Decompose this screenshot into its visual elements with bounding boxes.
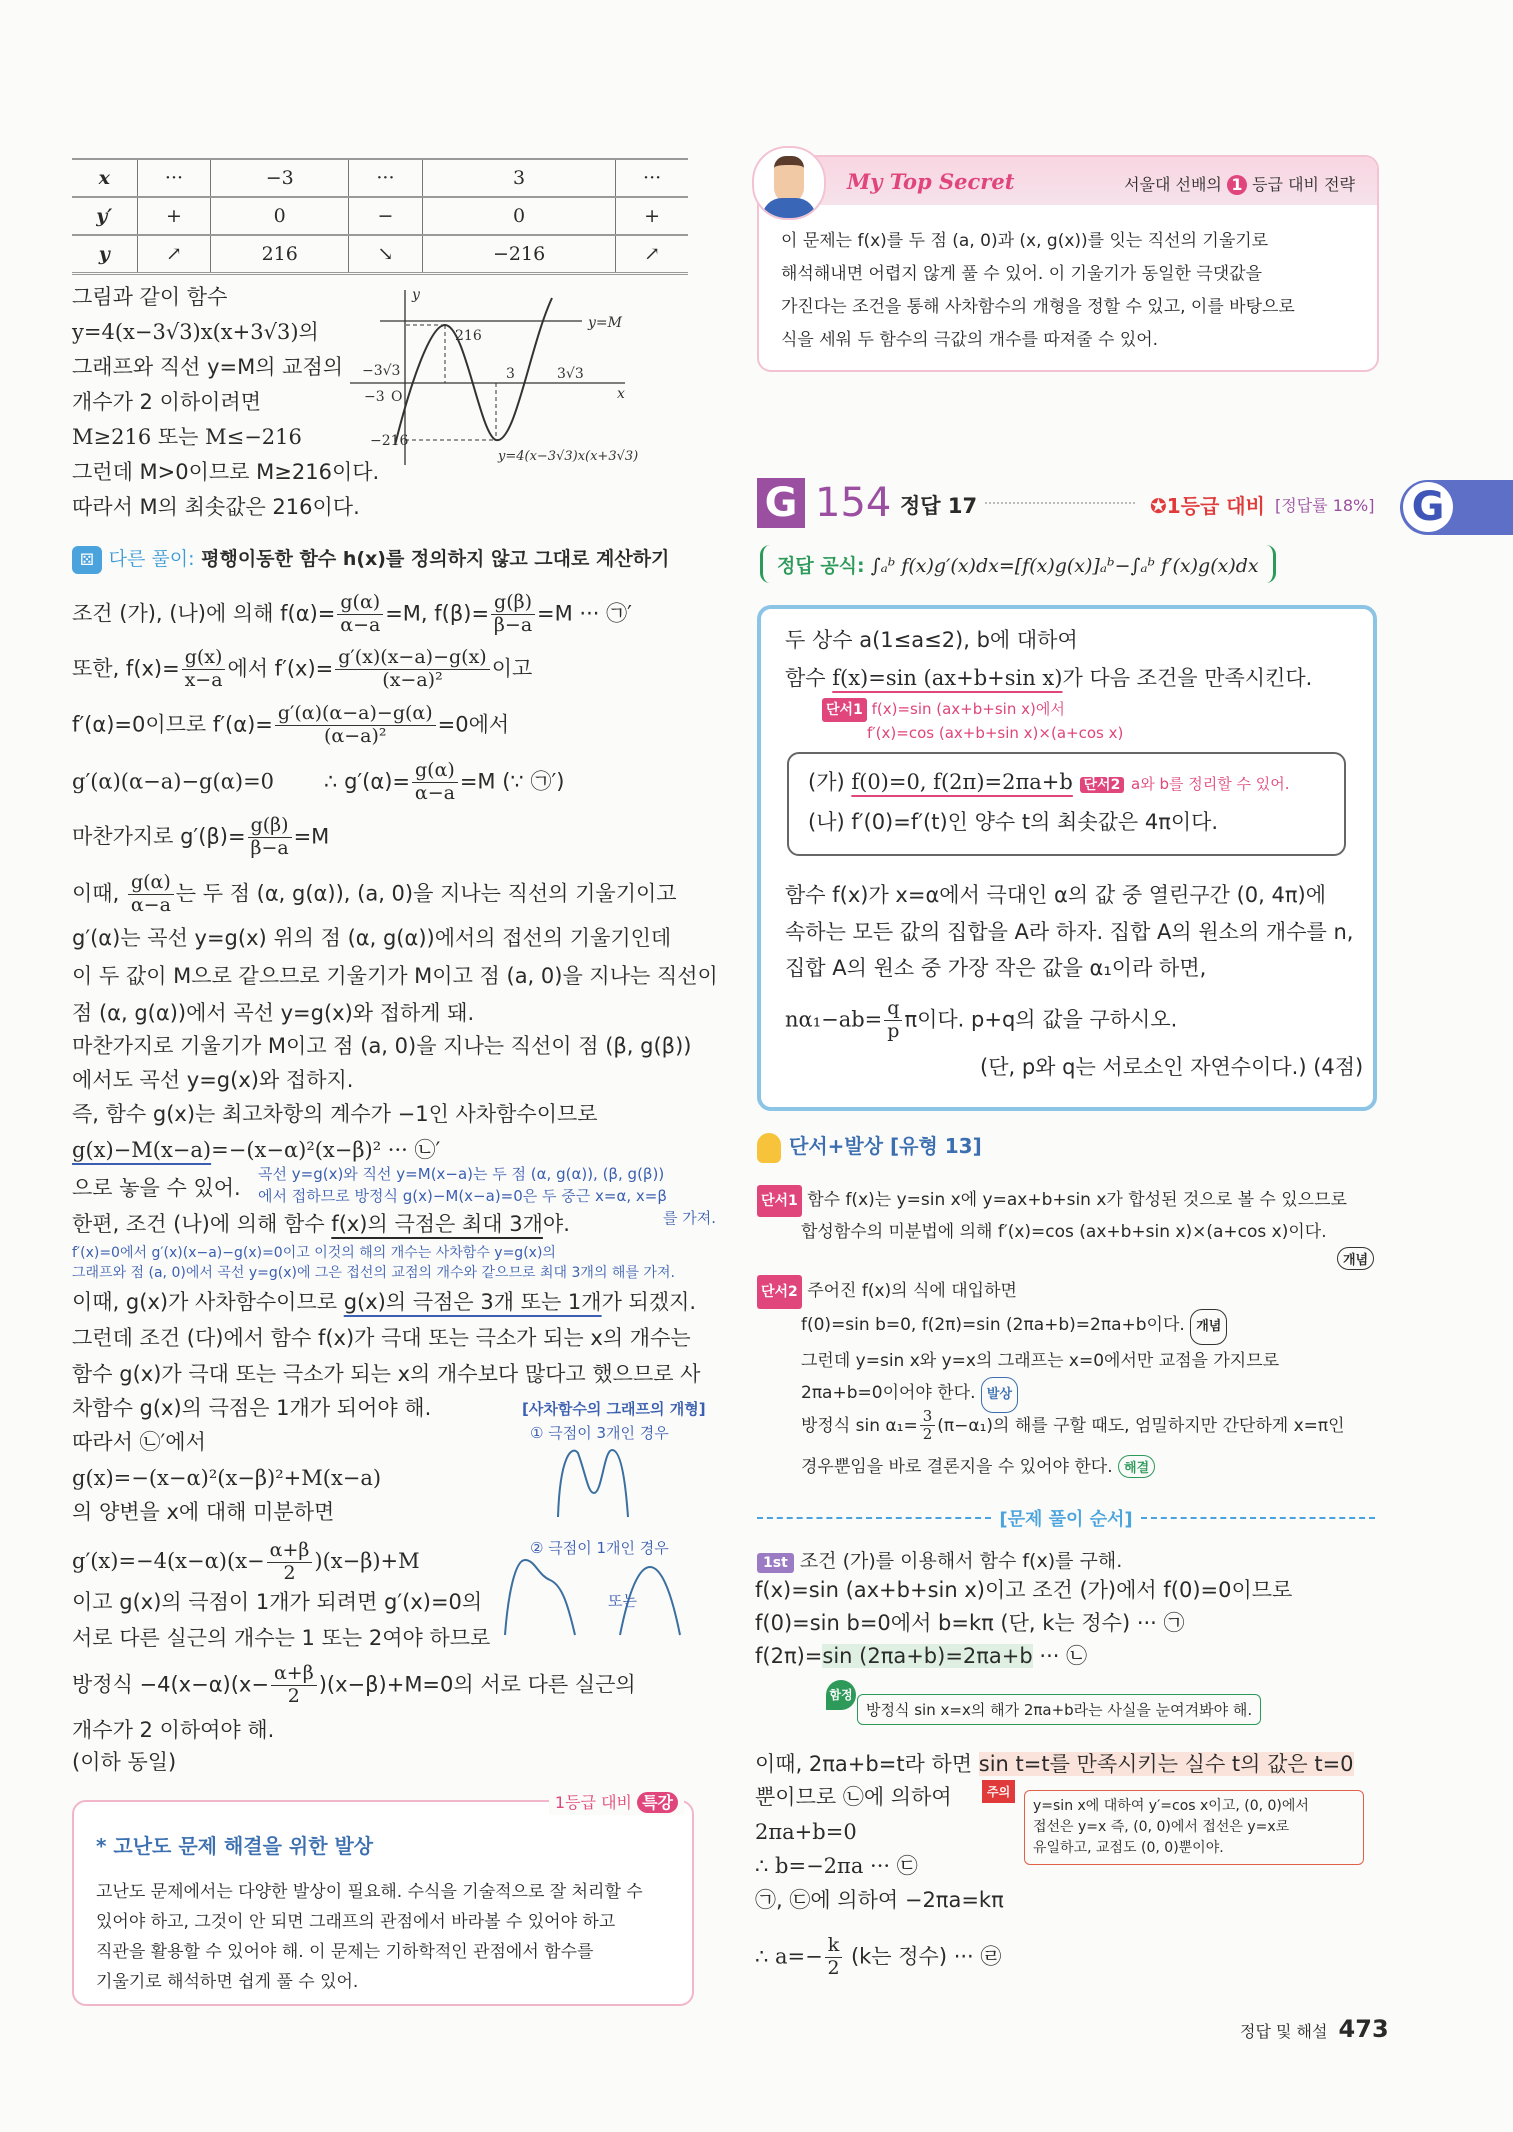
text-line: 이 두 값이 M으로 같으므로 기울기가 M이고 점 (a, 0)을 지나는 직선이 — [72, 964, 718, 988]
solution-order-divider — [757, 1505, 1375, 1531]
text-line — [72, 1292, 696, 1313]
text: 가 다음 조건을 만족시킨다. — [1062, 666, 1313, 690]
numerator: g′(α)(α−a)−g(α) — [275, 703, 436, 726]
table-cell: + — [616, 197, 688, 235]
min-label: −216 — [370, 433, 409, 449]
trap-note: 방정식 sin x=x의 해가 2πa+b라는 사실을 눈여겨봐야 해. — [857, 1694, 1261, 1725]
step-title: 조건 (가)를 이용해서 함수 f(x)를 구해. — [799, 1550, 1123, 1572]
clues-heading — [757, 1130, 982, 1163]
clue-note: a와 b를 정리할 수 있어. — [1131, 775, 1290, 793]
clue-line: f(0)=sin b=0, f(2π)=sin (2πa+b)=2πa+b이다. — [801, 1315, 1185, 1335]
highlighted-text: sin (2πa+b)=2πa+b — [822, 1644, 1033, 1668]
text-line: 즉, 함수 g(x)는 최고차항의 계수가 −1인 사차함수이므로 — [72, 1102, 598, 1126]
hint-badge — [549, 1788, 684, 1815]
fraction — [412, 760, 458, 805]
text: =M, f(β)= — [385, 601, 490, 626]
text: 경우뿐임을 바로 결론지을 수 있어야 한다. — [801, 1457, 1113, 1477]
text-line: 의 양변을 x에 대해 미분하면 — [72, 1500, 335, 1524]
text: 이때, — [72, 881, 126, 906]
text-line: 그런데 조건 (다)에서 함수 f(x)가 극대 또는 극소가 되는 x의 개수는 — [72, 1326, 691, 1350]
idea-badge: 발상 — [981, 1377, 1018, 1413]
text-line: g′(α)는 곡선 y=g(x) 위의 점 (α, g(α))에서의 접선의 기울기인데 — [72, 926, 672, 950]
fraction — [267, 1540, 313, 1585]
body-line: 이 문제는 f(x)를 두 점 (a, 0)과 (x, g(x))를 잇는 직선의 기울기로 — [781, 231, 1269, 251]
hint-line: 있어야 하고, 그것이 안 되면 그래프의 관점에서 바라볼 수 있어야 하고 — [96, 1912, 616, 1932]
clue-tag: 단서1 — [822, 698, 867, 722]
cubic-graph — [320, 285, 700, 475]
table-cell: ··· — [137, 159, 211, 197]
grade-number-badge: 1 — [1227, 175, 1247, 195]
fraction — [884, 998, 902, 1043]
hint-box — [72, 1793, 694, 2006]
equation-line — [72, 1140, 440, 1161]
alt-line-3 — [72, 703, 509, 748]
fraction — [271, 1663, 317, 1708]
numerator: g(x) — [182, 647, 226, 670]
text: (k는 정수) ··· ㉣ — [844, 1944, 1002, 1969]
body-line: 가진다는 조건을 통해 사차함수의 개형을 정할 수 있고, 이를 바탕으로 — [781, 297, 1295, 317]
denominator: β−a — [493, 613, 533, 636]
clue-line: 그런데 y=sin x와 y=x의 그래프는 x=0에서만 교점을 가지므로 — [801, 1351, 1280, 1371]
top-secret-subtitle — [1124, 172, 1355, 195]
fraction — [337, 592, 383, 637]
text: 는 두 점 (α, g(α)), (a, 0)을 지나는 직선의 기울기이고 — [175, 881, 677, 906]
clue-tag: 단서2 — [1080, 777, 1125, 793]
denominator: 2 — [827, 1956, 840, 1979]
clue-line: 함수 f(x)는 y=sin x에 y=ax+b+sin x가 합성된 것으로 볼 수 있으므로 — [807, 1190, 1347, 1210]
text: 등급 대비 전략 — [1252, 175, 1355, 194]
step-1-heading — [757, 1546, 1122, 1573]
alt-line-6 — [72, 872, 677, 917]
level-badge: ✪1등급 대비 — [1150, 494, 1265, 518]
fraction — [825, 1935, 843, 1980]
underlined-text: f(0)=0, f(2π)=2πa+b — [851, 770, 1073, 794]
side-tab-letter: G — [1403, 482, 1453, 532]
max-label: 216 — [455, 328, 482, 344]
text: =M ··· ㉠′ — [537, 601, 632, 626]
text: )(x−β)+M — [314, 1548, 420, 1573]
text: 조건 (가), (나)에 의해 f(α)= — [72, 601, 336, 626]
formula-label: 정답 공식: — [777, 555, 865, 577]
clue-1-note — [822, 698, 1123, 744]
neg-crit-label: −3 — [364, 389, 385, 405]
clue-1 — [757, 1185, 1347, 1247]
note-line: 접선은 y=x 즉, (0, 0)에서 접선은 y=x로 — [1033, 1819, 1290, 1835]
alt-line-5 — [72, 815, 329, 860]
neg-root-label: −3√3 — [362, 363, 401, 379]
solution-line: f(0)=sin b=0에서 b=kπ (단, k는 정수) ··· ㉠ — [755, 1611, 1185, 1635]
note-line: 를 가져. — [663, 1209, 717, 1227]
level-text: 1등급 대비 — [1166, 494, 1265, 518]
fraction — [491, 592, 535, 637]
text: 이때, g(x)가 사차함수이므로 — [72, 1290, 344, 1314]
section-badge: G — [757, 478, 805, 528]
table-row — [72, 197, 688, 235]
table-cell: ··· — [348, 159, 422, 197]
solution-line — [755, 1646, 1087, 1667]
problem-number: 154 — [815, 480, 892, 526]
pos-crit-label: 3 — [506, 366, 515, 382]
denominator: (x−a)² — [382, 668, 443, 691]
denominator: p — [887, 1019, 900, 1042]
table-cell: 0 — [211, 197, 349, 235]
text: 한편, 조건 (나)에 의해 함수 — [72, 1212, 332, 1236]
text: g′(x)=−4(x−α)(x− — [72, 1548, 265, 1573]
alt-solution-label: 다른 풀이: — [108, 548, 195, 570]
text: 서울대 선배의 — [1124, 175, 1222, 194]
problem-line: 함수 f(x)가 x=α에서 극대인 α의 값 중 열린구간 (0, 4π)에 — [785, 883, 1326, 907]
solution-line: f(x)=sin (ax+b+sin x)이고 조건 (가)에서 f(0)=0이므로 — [755, 1578, 1293, 1602]
body-line: 해석해내면 어렵지 않게 풀 수 있어. 이 기울기가 동일한 극댓값을 — [781, 264, 1263, 284]
curve-label: y=4(x−3√3)x(x+3√3) — [498, 449, 639, 464]
cubic-curve — [395, 298, 552, 445]
condition-b: (나) f′(0)=f′(t)인 양수 t의 최솟값은 4π이다. — [808, 810, 1219, 834]
numerator: g(α) — [412, 760, 458, 783]
body-line: 식을 세워 두 함수의 극값의 개수를 따져줄 수 있어. — [781, 330, 1159, 350]
text: (π−α₁)의 해를 구할 때도, 엄밀하지만 간단하게 x=π인 — [937, 1415, 1345, 1436]
highlighted-text: sin t=t를 만족시키는 실수 t의 값은 t=0 — [978, 1752, 1354, 1776]
text: 마찬가지로 g′(β)= — [72, 824, 246, 849]
problem-note: (단, p와 q는 서로소인 자연수이다.) (4점) — [980, 1055, 1364, 1079]
text: 가 되겠지. — [601, 1290, 697, 1314]
numerator: α+β — [267, 1540, 313, 1563]
fraction — [335, 647, 489, 692]
numerator: k — [825, 1935, 843, 1958]
underlined-text: f(x)=sin (ax+b+sin x) — [832, 666, 1063, 690]
text: 방정식 −4(x−α)(x− — [72, 1672, 269, 1697]
conditions-box — [787, 752, 1346, 856]
text: 함수 — [785, 666, 833, 690]
avatar — [752, 146, 826, 220]
dotted-leader — [985, 502, 1135, 504]
pos-root-label: 3√3 — [557, 366, 584, 382]
table-cell: 3 — [422, 159, 615, 197]
text: 야. — [542, 1212, 570, 1236]
problem-line: 집합 A의 원소 중 가장 작은 값을 α₁이라 하면, — [785, 956, 1207, 980]
fraction — [920, 1408, 936, 1444]
solution-line: 2πa+b=0 — [755, 1820, 857, 1844]
formula-bar — [760, 545, 1276, 583]
numerator: 3 — [920, 1408, 936, 1426]
one-extremum-curves — [500, 1555, 700, 1640]
problem-line: 속하는 모든 값의 집합을 A라 하자. 집합 A의 원소의 개수를 n, — [785, 920, 1354, 944]
text-line: 따라서 ㉡′에서 — [72, 1430, 206, 1454]
text: nα₁−ab= — [785, 1007, 883, 1032]
solution-line: 뿐이므로 ㉡에 의하여 — [755, 1785, 952, 1809]
three-extrema-curve — [550, 1445, 640, 1520]
top-secret-box — [757, 155, 1379, 372]
origin-label: O — [391, 389, 403, 405]
dice-icon: ⚄ — [72, 546, 102, 574]
problem-line — [785, 998, 1177, 1043]
clue-line: 주어진 f(x)의 식에 대입하면 — [807, 1281, 1017, 1301]
footer-label: 정답 및 해설 — [1240, 2022, 1328, 2041]
badge-text: 1등급 대비 — [554, 1793, 632, 1812]
alt-solution-title: 평행이동한 함수 h(x)를 정의하지 않고 그대로 계산하기 — [201, 548, 670, 570]
top-secret-title: My Top Secret — [847, 169, 1015, 194]
shape-case-1: ① 극점이 3개인 경우 — [530, 1424, 669, 1442]
text: g′(α)(α−a)−g(α)=0 — [72, 769, 275, 794]
text-line: 그림과 같이 함수 — [72, 285, 228, 309]
solution-line: ㉠, ㉢에 의하여 −2πa=kπ — [755, 1888, 1004, 1912]
top-secret-body — [781, 225, 1295, 357]
table-cell: y — [98, 243, 110, 265]
denominator: (α−a)² — [324, 724, 387, 747]
text-line: 점 (α, g(α))에서 곡선 y=g(x)와 접하게 돼. — [72, 1001, 475, 1025]
denominator: 2 — [287, 1684, 300, 1707]
text: 또한, f(x)= — [72, 656, 180, 681]
numerator: g(β) — [248, 815, 292, 838]
alt-line-1 — [72, 592, 632, 637]
denominator: α−a — [414, 781, 455, 804]
text: 에서 f′(x)= — [227, 656, 334, 681]
underlined-text: g(x)−M(x−a) — [72, 1138, 212, 1162]
alt-line-2 — [72, 647, 532, 692]
denominator: 2 — [922, 1425, 933, 1444]
table-cell: 216 — [211, 235, 349, 274]
text: 이고 — [491, 656, 533, 681]
numerator: g(α) — [337, 592, 383, 615]
solve-badge: 해결 — [1118, 1455, 1155, 1478]
denominator: α−a — [130, 893, 171, 916]
table-cell: ↗ — [137, 235, 211, 274]
text: =−(x−α)²(x−β)² ··· ㉡′ — [211, 1138, 441, 1162]
answer-label: 정답 17 — [900, 494, 978, 518]
text-line: M≥216 또는 M≤−216 — [72, 425, 302, 449]
clue-3 — [801, 1408, 1345, 1444]
text-line: 으로 놓을 수 있어. — [72, 1176, 241, 1200]
text-line: (이하 동일) — [72, 1750, 177, 1774]
fraction — [182, 647, 226, 692]
concept-badge: 개념 — [1190, 1309, 1227, 1345]
side-tab[interactable] — [1400, 480, 1513, 535]
table-cell: + — [137, 197, 211, 235]
numerator: g(β) — [491, 592, 535, 615]
fraction — [248, 815, 292, 860]
text: f′(α)=0이므로 f′(α)= — [72, 712, 273, 737]
problem-line: 두 상수 a(1≤a≤2), b에 대하여 — [785, 628, 1078, 652]
clue-4 — [801, 1452, 1155, 1478]
alt-solution-heading — [72, 544, 669, 574]
table-cell: y′ — [96, 205, 113, 227]
text-line: 개수가 2 이하여야 해. — [72, 1718, 275, 1742]
text: 이때, 2πa+b=t라 하면 — [755, 1752, 979, 1776]
denominator: x−a — [184, 668, 223, 691]
text-line: 그런데 M>0이므로 M≥216이다. — [72, 460, 380, 484]
lightbulb-icon — [757, 1133, 781, 1163]
table-cell: 0 — [422, 197, 615, 235]
line-label: y=M — [588, 315, 622, 331]
text-line: 개수가 2 이하이려면 — [72, 390, 261, 414]
table-header-row — [72, 159, 688, 197]
note-line: y=sin x에 대하여 y′=cos x이고, (0, 0)에서 — [1033, 1798, 1309, 1814]
table-cell: −216 — [422, 235, 615, 274]
text: )(x−β)+M=0의 서로 다른 실근의 — [318, 1672, 636, 1697]
text: ∴ a=− — [755, 1944, 823, 1969]
denominator: 2 — [283, 1561, 296, 1584]
text-line: 마찬가지로 기울기가 M이고 점 (a, 0)을 지나는 직선이 점 (β, g(β)) — [72, 1034, 692, 1058]
solution-line: ∴ b=−2πa ··· ㉢ — [755, 1854, 918, 1878]
text-line: g(x)=−(x−α)²(x−β)²+M(x−a) — [72, 1466, 382, 1490]
table-row — [72, 235, 688, 274]
numerator: g(α) — [128, 872, 174, 895]
hint-line: 직관을 활용할 수 있어야 해. 이 문제는 기하학적인 관점에서 함수를 — [96, 1942, 594, 1962]
trap-tag: 함정 — [826, 1680, 856, 1710]
page-number: 473 — [1338, 2015, 1389, 2043]
note-line: 에서 접하므로 방정식 g(x)−M(x−a)=0은 두 중근 x=α, x=β — [258, 1187, 667, 1205]
shape-case-2: ② 극점이 1개인 경우 — [530, 1539, 669, 1557]
table-cell: −3 — [211, 159, 349, 197]
text-line: 이고 g(x)의 극점이 1개가 되려면 g′(x)=0의 — [72, 1590, 483, 1614]
concept-badge: 개념 — [1337, 1247, 1374, 1270]
underlined-text: g(x)의 극점은 3개 또는 1개 — [343, 1290, 602, 1314]
text-line: 함수 g(x)가 극대 또는 극소가 되는 x의 개수보다 많다고 했으므로 사 — [72, 1362, 701, 1386]
variation-table — [72, 158, 688, 275]
text: π이다. p+q의 값을 구하시오. — [904, 1007, 1178, 1032]
x-axis-label: x — [617, 386, 625, 402]
formula: ∫ₐᵇ f(x)g′(x)dx=[f(x)g(x)]ₐᵇ−∫ₐᵇ f′(x)g(x)dx — [870, 555, 1259, 577]
text: ∴ g′(α)= — [324, 769, 410, 794]
numerator: q — [884, 998, 902, 1021]
table-cell: ↗ — [616, 235, 688, 274]
text-line: 서로 다른 실근의 개수는 1 또는 2여야 하므로 — [72, 1626, 491, 1650]
hint-line: 기울기로 해석하면 쉽게 풀 수 있어. — [96, 1972, 359, 1992]
note-line: f(x)=sin (ax+b+sin x)에서 — [871, 700, 1065, 718]
clue-2 — [757, 1275, 1279, 1413]
correct-rate: [정답률 18%] — [1275, 496, 1375, 515]
table-cell: ··· — [616, 159, 688, 197]
warning-tag: 주의 — [982, 1780, 1015, 1803]
derivative-line — [72, 1540, 420, 1585]
text-line: 에서도 곡선 y=g(x)와 접하지. — [72, 1068, 354, 1092]
clue-line: 합성함수의 미분법에 의해 f′(x)=cos (ax+b+sin x)×(a+cos x)이다. — [801, 1222, 1327, 1242]
text: =M (∵ ㉠′) — [459, 769, 565, 794]
text-line: y=4(x−3√3)x(x+3√3)의 — [72, 320, 319, 344]
annotation-note — [72, 1243, 675, 1283]
note-line: 그래프와 점 (a, 0)에서 곡선 y=g(x)에 그은 접선의 교점의 개수와 같으므로 최대 3개의 해를 가져. — [72, 1265, 675, 1281]
solution-line — [755, 1935, 1001, 1980]
or-label: 또는 — [608, 1592, 637, 1610]
y-axis-label: y — [412, 287, 420, 303]
special-badge: 특강 — [637, 1792, 678, 1813]
solution-line — [755, 1754, 1354, 1775]
warning-note — [1024, 1790, 1364, 1865]
problem-line — [785, 668, 1312, 689]
hint-line: 고난도 문제에서는 다양한 발상이 필요해. 수식을 기술적으로 잘 처리할 수 — [96, 1882, 643, 1902]
text: (가) — [808, 770, 852, 794]
note-line: 유일하고, 교점도 (0, 0)뿐이야. — [1033, 1840, 1224, 1856]
text: ··· ㉡ — [1032, 1644, 1088, 1668]
text-line: 그래프와 직선 y=M의 교점의 — [72, 355, 344, 379]
table-cell: − — [348, 197, 422, 235]
condition-a — [808, 772, 1289, 793]
alt-line-4 — [72, 760, 564, 805]
text: 방정식 sin α₁= — [801, 1415, 918, 1436]
page-footer — [1240, 2015, 1389, 2043]
text: f(2π)= — [755, 1644, 823, 1668]
fraction — [275, 703, 436, 748]
table-cell: ↘ — [348, 235, 422, 274]
note-line: 곡선 y=g(x)와 직선 y=M(x−a)는 두 점 (α, g(α)), (β, g(β)) — [258, 1165, 665, 1183]
underlined-text: f(x)의 극점은 최대 3개 — [331, 1212, 543, 1236]
note-line: f′(x)=0에서 g′(x)(x−a)−g(x)=0이고 이것의 해의 개수는 사차함수 y=g(x)의 — [72, 1245, 556, 1261]
table-cell: x — [98, 167, 110, 189]
clue-tag: 단서2 — [757, 1275, 802, 1309]
fraction — [128, 872, 174, 917]
denominator: β−a — [250, 836, 289, 859]
equation-line — [72, 1663, 636, 1708]
clues-title: 단서+발상 [유형 13] — [789, 1134, 982, 1158]
hint-body — [96, 1877, 643, 1997]
step-tag: 1st — [757, 1553, 794, 1573]
hint-title: * 고난도 문제 해결을 위한 발상 — [96, 1834, 374, 1858]
numerator: g′(x)(x−a)−g(x) — [335, 647, 489, 670]
numerator: α+β — [271, 1663, 317, 1686]
clue-tag: 단서1 — [757, 1185, 802, 1217]
text: =M — [293, 824, 330, 849]
text-line: 차함수 g(x)의 극점은 1개가 되어야 해. — [72, 1396, 432, 1420]
shapes-title: [사차함수의 그래프의 개형] — [522, 1400, 706, 1418]
divider-label: [문제 풀이 순서] — [999, 1509, 1133, 1530]
text-line — [72, 1214, 570, 1235]
clue-line: 2πa+b=0이어야 한다. — [801, 1383, 976, 1403]
text: =0에서 — [437, 712, 510, 737]
denominator: α−a — [340, 613, 381, 636]
text-line: 따라서 M의 최솟값은 216이다. — [72, 495, 360, 519]
note-line: f′(x)=cos (ax+b+sin x)×(a+cos x) — [867, 724, 1124, 742]
